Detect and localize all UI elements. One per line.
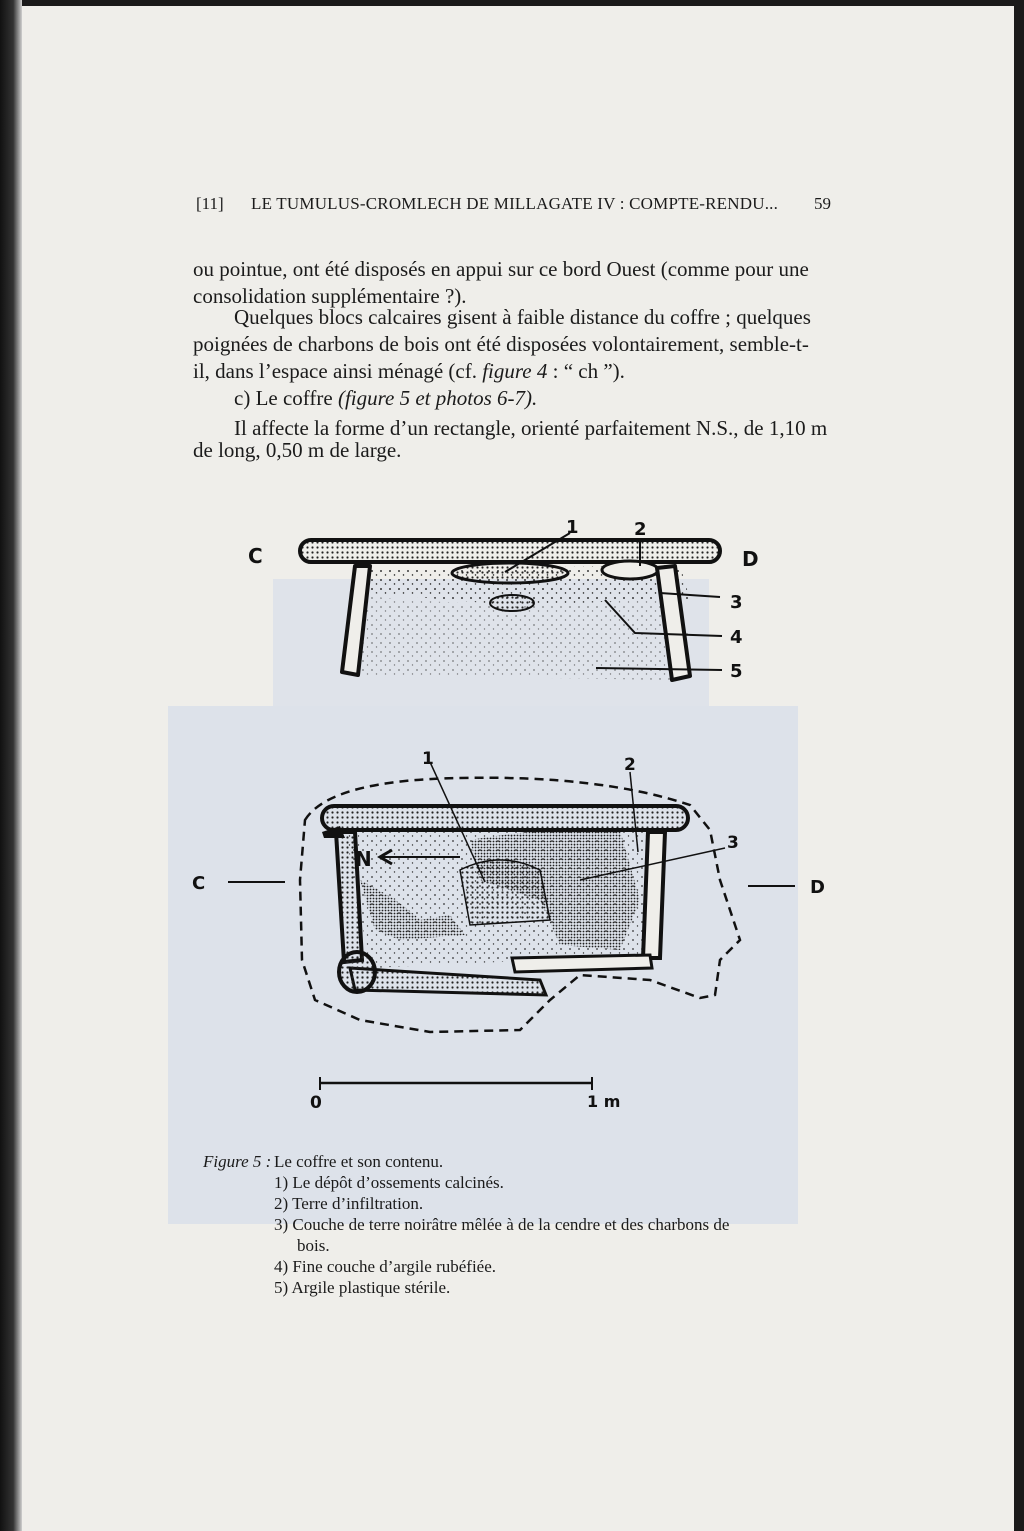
scale-start: 0 — [310, 1093, 322, 1113]
caption-item: 2) Terre d’infiltration. — [274, 1194, 424, 1213]
subsection-heading: c) Le coffre (figure 5 et photos 6-7). — [234, 386, 538, 410]
caption-item: 3) Couche de terre noirâtre mêlée à de la cendre et des charbons de — [274, 1215, 730, 1234]
paragraph-line: de long, 0,50 m de large. — [193, 438, 402, 462]
label-2: 2 — [634, 519, 647, 540]
paragraph-line: il, dans l’espace ainsi ménagé (cf. figure 4 : “ ch ”). — [193, 359, 625, 383]
paragraph-line: Quelques blocs calcaires gisent à faible distance du coffre ; quelques — [234, 305, 811, 329]
section-label-d: D — [742, 547, 759, 571]
label-4: 4 — [730, 627, 743, 648]
scale-end: 1 m — [587, 1092, 621, 1111]
running-title: LE TUMULUS-CROMLECH DE MILLAGATE IV : COMPTE-RENDU... — [251, 194, 779, 213]
scale-bar — [310, 1077, 620, 1113]
paragraph-line: Il affecte la forme d’un rectangle, orienté parfaitement N.S., de 1,10 m — [234, 416, 828, 440]
caption-item: 5) Argile plastique stérile. — [274, 1278, 451, 1297]
caption-item: 4) Fine couche d’argile rubéfiée. — [274, 1257, 497, 1276]
plan-label-d: D — [810, 877, 825, 898]
plan-label-3: 3 — [727, 833, 739, 853]
caption-item: 1) Le dépôt d’ossements calcinés. — [274, 1173, 504, 1192]
paragraph-line: consolidation supplémentaire ?). — [193, 284, 467, 308]
header-section: [11] — [196, 194, 224, 213]
caption-item: bois. — [297, 1236, 330, 1255]
label-5: 5 — [730, 661, 743, 682]
label-1: 1 — [566, 517, 579, 538]
paragraph-line: poignées de charbons de bois ont été disposées volontairement, semble-t- — [193, 332, 809, 356]
plan-view — [192, 749, 825, 1032]
plan-label-c: C — [192, 873, 206, 894]
paragraph-line: ou pointue, ont été disposés en appui sur ce bord Ouest (comme pour une — [193, 257, 809, 281]
plan-label-2: 2 — [624, 755, 636, 775]
caption-label: Figure 5 : — [203, 1152, 272, 1171]
caption-title: Le coffre et son contenu. — [274, 1152, 444, 1171]
plan-label-1: 1 — [422, 749, 434, 769]
section-view — [248, 517, 759, 682]
page-number: 59 — [814, 194, 831, 213]
north-label: N — [355, 847, 372, 871]
label-3: 3 — [730, 592, 743, 613]
section-label-c: C — [248, 544, 263, 568]
